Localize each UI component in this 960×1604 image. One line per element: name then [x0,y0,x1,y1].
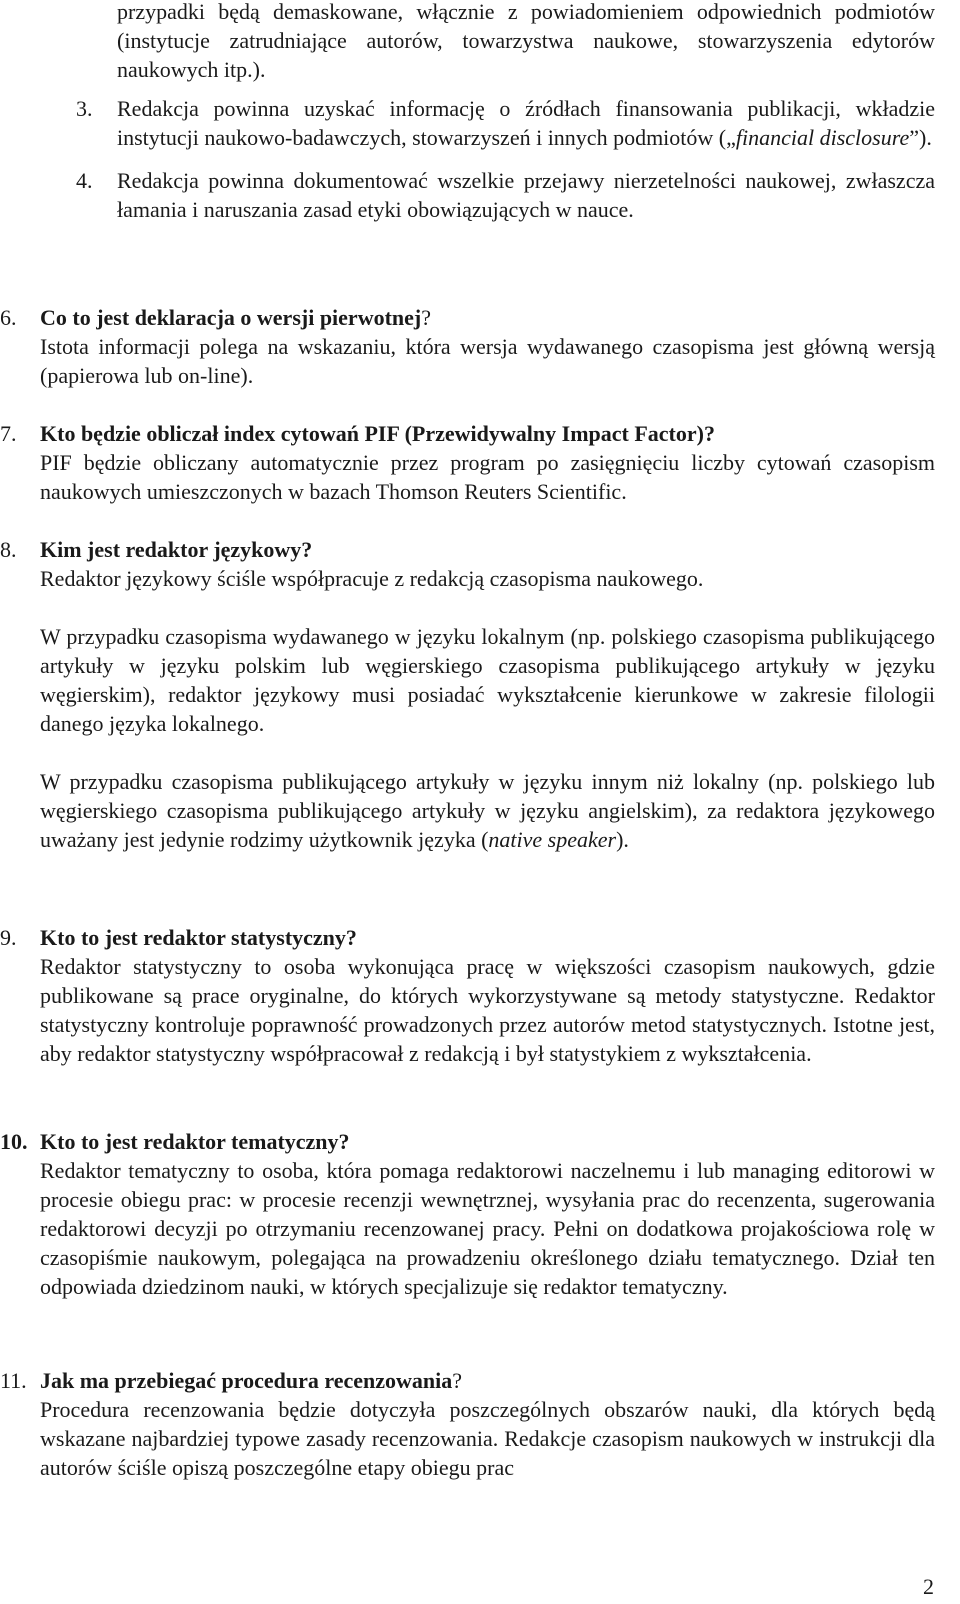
list-item-text: Redakcja powinna dokumentować wszelkie przejawy nierzetelności naukowej, zwłaszcza łamania i naruszania zasad etyki obowiązujących w nauce. [117,168,935,222]
section-number: 9. [0,925,17,950]
section-7 [0,419,935,506]
section-body: PIF będzie obliczany automatycznie przez program po zasięgnięciu liczby cytowań czasopism naukowych umieszczonych w bazach Thomson Reuters Scientific. [40,450,935,504]
section-title: Co to jest deklaracja o wersji pierwotnej? [40,305,431,330]
section-number: 7. [0,421,17,446]
section-number: 11. [0,1368,27,1393]
list-item-number: 4. [76,168,93,193]
section-body: Redaktor tematyczny to osoba, która pomaga redaktorowi naczelnemu i lub managing editorowi w procesie obiegu prac: w procesie recenzji wewnętrznej, wysyłania prac do recenzenta, sugerowania redaktorowi decyzji po otrzymaniu recenzowanej pracy. Pełni on dodatkowa projakościowa rolę w czasopiśmie naukowym, polegająca na prowadzeniu określonego działu tematycznego. Dział ten odpowiada dziedzinom nauki, w których specjalizuje się redaktor tematyczny. [40,1158,935,1299]
page-number: 2 [923,1574,934,1599]
section-number: 8. [0,537,17,562]
list-item [76,166,935,224]
section-title: Kto to jest redaktor statystyczny? [40,925,357,950]
section-9 [0,923,935,1068]
section-title: Kto będzie obliczał index cytowań PIF (Przewidywalny Impact Factor)? [40,421,715,446]
section-8 [0,535,935,854]
section-body: Istota informacji polega na wskazaniu, która wersja wydawanego czasopisma jest główną wersją (papierowa lub on-line). [40,334,935,388]
section-body: Redaktor językowy ściśle współpracuje z redakcją czasopisma naukowego. W przypadku czasopisma wydawanego w języku lokalnym (np. polskiego czasopisma publikującego artykuły w języku polskim lub węgierskiego czasopisma publikującego artykuły w języku węgierskim), redaktor językowy musi posiadać wykształcenie kierunkowe w zakresie filologii danego języka lokalnego. W przypadku czasopisma publikującego artykuły w języku innym niż lokalny (np. polskiego lub węgierskiego czasopisma publikującego artykuły w języku angielskim), za redaktora językowego uważany jest jedynie rodzimy użytkownik języka (native speaker). [40,566,935,852]
list-item-number: 3. [76,96,93,121]
section-body: Redaktor statystyczny to osoba wykonująca pracę w większości czasopism naukowych, gdzie publikowane są prace oryginalne, do których wykorzystywane są metody statystyczne. Redaktor statystyczny kontroluje poprawność prowadzonych przez autorów metod statystycznych. Istotne jest, aby redaktor statystyczny współpracował z redakcją i był statystykiem z wykształcenia. [40,954,935,1066]
section-10 [0,1127,935,1301]
section-number: 6. [0,305,17,330]
section-title: Kim jest redaktor językowy? [40,537,313,562]
list-item [76,94,935,152]
section-number: 10. [0,1129,28,1154]
section-title: Jak ma przebiegać procedura recenzowania? [40,1368,462,1393]
section-body: Procedura recenzowania będzie dotyczyła poszczególnych obszarów nauki, dla których będą wskazane najbardziej typowe zasady recenzowania. Redakcje czasopism naukowych w instrukcji dla autorów ściśle opiszą poszczególne etapy obiegu prac [40,1397,935,1480]
list-item-text: Redakcja powinna uzyskać informację o źródłach finansowania publikacji, wkładzie instytucji naukowo-badawczych, stowarzyszeń i innych podmiotów („financial disclosure”). [117,96,935,150]
section-11 [0,1366,935,1482]
overflow-paragraph: przypadki będą demaskowane, włącznie z powiadomieniem odpowiednich podmiotów (instytucje zatrudniające autorów, towarzystwa naukowe, stowarzyszenia edytorów naukowych itp.). [117,0,935,82]
inner-numbered-list [76,94,935,224]
section-6 [0,303,935,390]
section-title: Kto to jest redaktor tematyczny? [40,1129,350,1154]
